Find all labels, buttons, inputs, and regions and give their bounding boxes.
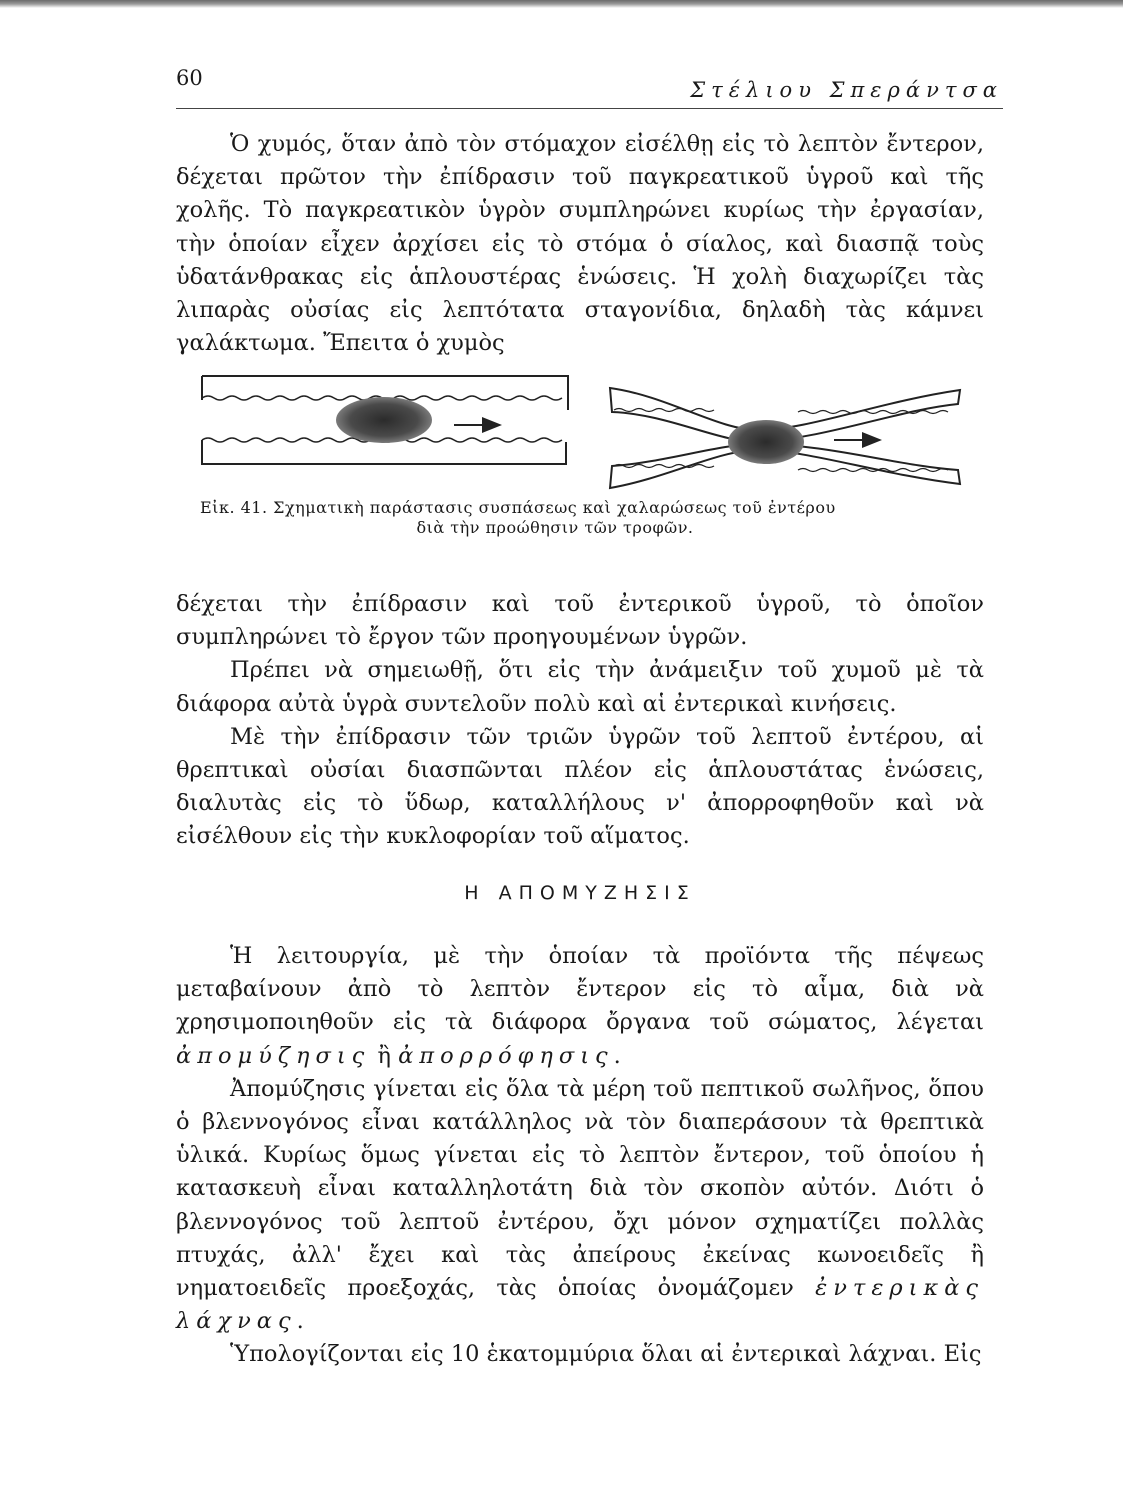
food-bolus-left: [336, 397, 432, 443]
paragraph: Ὁ χυμός, ὅταν ἀπὸ τὸν στόμαχον εἰσέλθῃ εἰς τὸ λεπτὸν ἔντερον, δέχεται πρῶτον τὴν ἐπίδρασιν τοῦ παγκρεατικοῦ ὑγροῦ καὶ τῆς χολῆς. Τὸ παγκρεατικὸν ὑγρὸν συμπληρώνει κυρίως τὴν ἐργασίαν, τὴν ὁποίαν εἶχεν ἀρχίσει εἰς τὸ στόμα ὁ σίαλος, καὶ διασπᾷ τοὺς ὑδατάνθρακας εἰς ἁπλουστέρας ἑνώσεις. Ἡ χολὴ διαχωρίζει τὰς λιπαρὰς οὐσίας εἰς λεπτότατα σταγονίδια, δηλαδὴ τὰς κάμνει γαλάκτωμα. Ἔπειτα ὁ χυμὸς: [176, 131, 984, 357]
section-heading: Η ΑΠΟΜΥΖΗΣΙΣ: [464, 882, 696, 904]
paragraph: Πρέπει νὰ σημειωθῇ, ὅτι εἰς τὴν ἀνάμειξιν τοῦ χυμοῦ μὲ τὰ διάφορα αὐτὰ ὑγρὰ συντελοῦν πολὺ καὶ αἱ ἐντερικαὶ κινήσεις.: [176, 657, 984, 717]
period: .: [296, 1308, 304, 1335]
term-enterikes-lachnes: ἐντερικὰς λάχνας: [176, 1275, 984, 1335]
relaxed-intestine-left: [202, 376, 568, 464]
conjunction: ἢ: [377, 1042, 391, 1069]
term-apomyzisis: ἀπομύζησις: [176, 1042, 371, 1069]
scan-edge-shadow: [0, 0, 1123, 8]
running-head: Στέλιου Σπεράντσα: [690, 78, 1003, 102]
figure-caption: [200, 498, 970, 538]
paragraph: [176, 1073, 984, 1339]
paragraph: Μὲ τὴν ἐπίδρασιν τῶν τριῶν ὑγρῶν τοῦ λεπτοῦ ἐντέρου, αἱ θρεπτικαὶ οὐσίαι διασπῶνται πλέον εἰς ἁπλουστάτας ἑνώσεις, διαλυτὰς εἰς τὸ ὕδωρ, καταλλήλους ν' ἀπορροφηθοῦν καὶ νὰ εἰσέλθουν εἰς τὴν κυκλοφορίαν τοῦ αἵματος.: [176, 723, 984, 850]
period: .: [613, 1042, 621, 1069]
figure-intestine-diagram: [198, 370, 970, 498]
intestine-diagram: [198, 370, 970, 498]
caption-line-2: διὰ τὴν προώθησιν τῶν τροφῶν.: [416, 518, 694, 537]
paragraph: δέχεται τὴν ἐπίδρασιν καὶ τοῦ ἐντερικοῦ ὑγροῦ, τὸ ὁποῖον συμπληρώνει τὸ ἔργον τῶν προηγουμένων ὑγρῶν.: [176, 591, 984, 651]
paragraph: Ὑπολογίζονται εἰς 10 ἑκατομμύρια ὅλαι αἱ ἐντερικαὶ λάχναι. Εἰς: [230, 1341, 982, 1368]
paragraph-text: Ἀπομύζησις γίνεται εἰς ὅλα τὰ μέρη τοῦ πεπτικοῦ σωλῆνος, ὅπου ὁ βλεννογόνος εἶναι κατάλληλος νὰ τὸν διαπεράσουν τὰ θρεπτικὰ ὑλικά. Κυρίως ὅμως γίνεται εἰς τὸ λεπτὸν ἔντερον, τοῦ ὁποίου ἡ κατασκευὴ εἶναι καταλληλοτάτη διὰ τὸν σκοπὸν αὐτόν. Διότι ὁ βλεννογόνος τοῦ λεπτοῦ ἐντέρου, ὄχι μόνον σχηματίζει πολλὰς πτυχάς, ἀλλ' ἔχει καὶ τὰς ἀπείρους ἐκείνας κωνοειδεῖς ἢ νηματοειδεῖς προεξοχάς, τὰς ὁποίας ὀνομάζομεν: [176, 1075, 984, 1302]
bottom-text-block: [176, 940, 984, 1372]
caption-line-1: Εἰκ. 41. Σχηματικὴ παράστασις συσπάσεως καὶ χαλαρώσεως τοῦ ἐντέρου: [200, 498, 836, 517]
middle-text-block: [176, 588, 984, 854]
food-bolus-right: [728, 420, 804, 464]
paragraph-text: Ἡ λειτουργία, μὲ τὴν ὁποίαν τὰ προϊόντα τῆς πέψεως μεταβαίνουν ἀπὸ τὸ λεπτὸν ἔντερον εἰς τὸ αἷμα, διὰ νὰ χρησιμοποιηθοῦν εἰς τὰ διάφορα ὄργανα τοῦ σώματος, λέγεται: [176, 943, 984, 1036]
term-aporrofisis: ἀπορρόφησις: [398, 1042, 614, 1069]
top-text-block: [176, 128, 984, 360]
header-rule: [176, 108, 1003, 109]
page-number: 60: [176, 66, 203, 90]
contracted-intestine-right: [610, 388, 960, 488]
paragraph: [176, 940, 984, 1073]
